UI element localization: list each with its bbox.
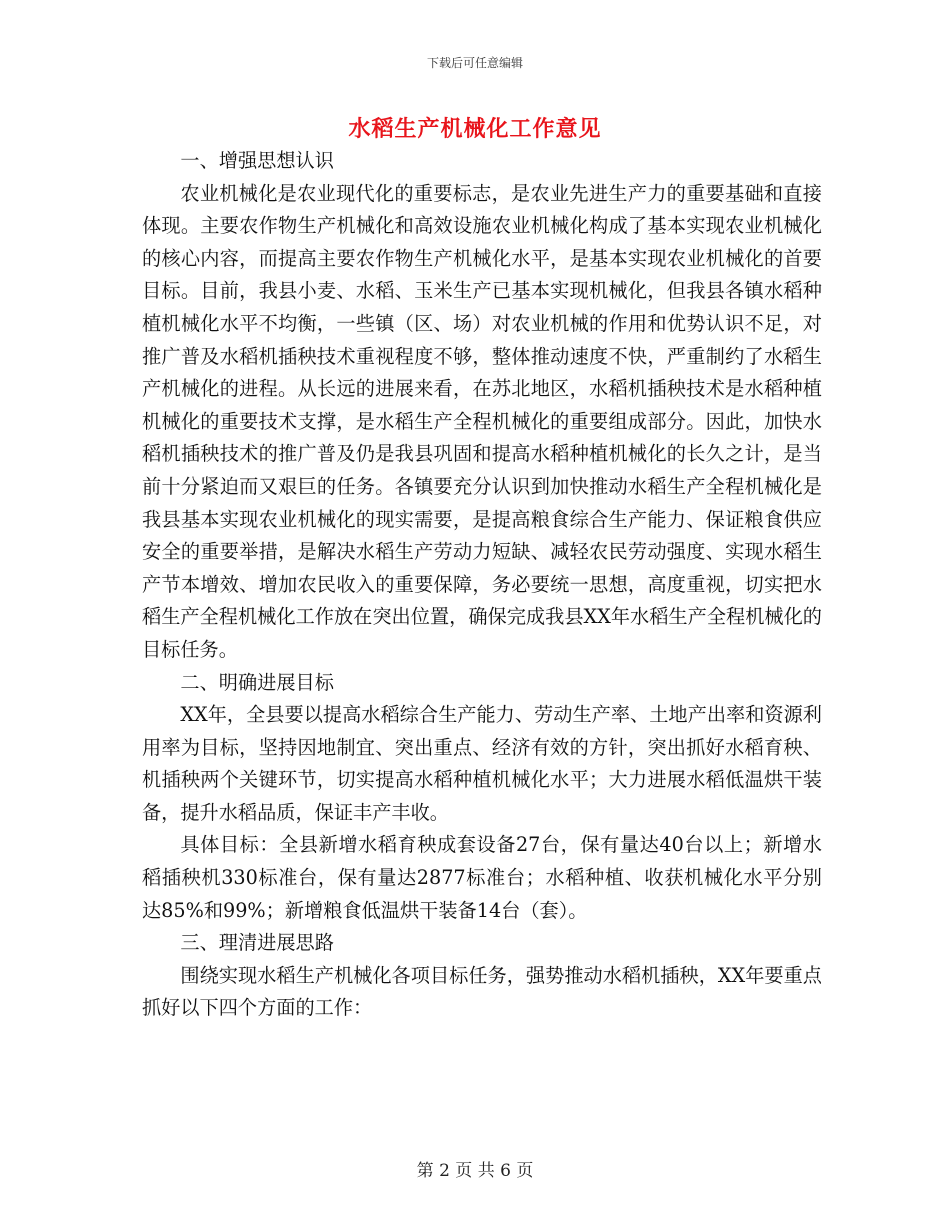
- body-paragraph: 农业机械化是农业现代化的重要标志，是农业先进生产力的重要基础和直接体现。主要农作物生产机械化和高效设施农业机械化构成了基本实现农业机械化的核心内容，而提高主要农作物生产机械化水平，是基本实现农业机械化的首要目标。目前，我县小麦、水稻、玉米生产已基本实现机械化，但我县各镇水稻种植机械化水平不均衡，一些镇（区、场）对农业机械的作用和优势认识不足，对推广普及水稻机插秧技术重视程度不够，整体推动速度不快，严重制约了水稻生产机械化的进程。从长远的进展来看，在苏北地区，水稻机插秧技术是水稻种植机械化的重要技术支撑，是水稻生产全程机械化的重要组成部分。因此，加快水稻机插秧技术的推广普及仍是我县巩固和提高水稻种植机械化的长久之计，是当前十分紧迫而又艰巨的任务。各镇要充分认识到加快推动水稻生产全程机械化是我县基本实现农业机械化的现实需要，是提高粮食综合生产能力、保证粮食供应安全的重要举措，是解决水稻生产劳动力短缺、减轻农民劳动强度、实现水稻生产节本增效、增加农民收入的重要保障，务必要统一思想，高度重视，切实把水稻生产全程机械化工作放在突出位置，确保完成我县XX年水稻生产全程机械化的目标任务。: [142, 181, 822, 661]
- body-paragraph: 围绕实现水稻生产机械化各项目标任务，强势推动水稻机插秧，XX年要重点抓好以下四个方面的工作：: [142, 963, 822, 1020]
- document-body: [142, 145, 822, 1025]
- body-paragraph: XX年，全县要以提高水稻综合生产能力、劳动生产率、土地产出率和资源利用率为目标，坚持因地制宜、突出重点、经济有效的方针，突出抓好水稻育秧、机插秧两个关键环节，切实提高水稻种植机械化水平；大力进展水稻低温烘干装备，提升水稻品质，保证丰产丰收。: [142, 703, 822, 824]
- page-number-footer: 第 2 页 共 6 页: [416, 1161, 534, 1181]
- document-title: 水稻生产机械化工作意见: [348, 116, 602, 142]
- body-paragraph: 具体目标：全县新增水稻育秧成套设备27台，保有量达40台以上；新增水稻插秧机330标准台，保有量达2877标准台；水稻种植、收获机械化水平分别达85%和99%；新增粮食低温烘干装备14台（套）。: [142, 833, 822, 922]
- section-heading: 一、增强思想认识: [180, 149, 334, 172]
- section-heading: 三、理清进展思路: [180, 931, 334, 955]
- section-heading: 二、明确进展目标: [180, 670, 334, 694]
- header-note: 下载后可任意编辑: [426, 56, 523, 70]
